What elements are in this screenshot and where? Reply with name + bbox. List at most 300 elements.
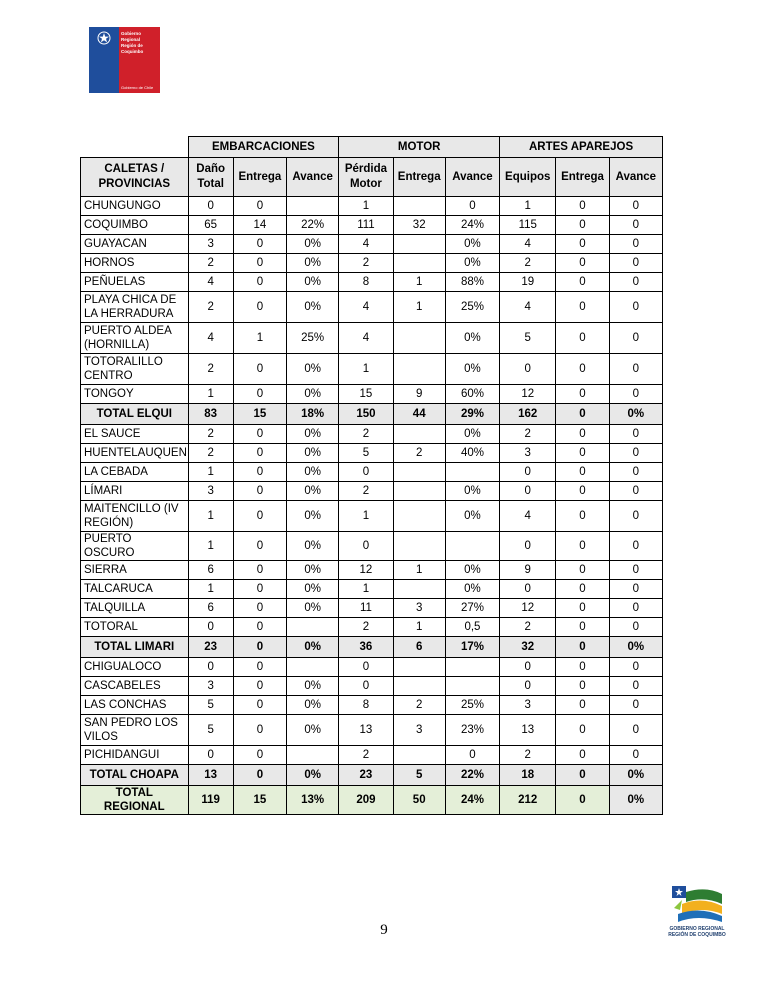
value-cell: 0% [445, 235, 499, 254]
value-cell: 83 [188, 404, 233, 425]
value-cell: 6 [393, 637, 445, 658]
value-cell: 0 [500, 532, 556, 561]
value-cell: 0 [609, 580, 662, 599]
value-cell: 0 [556, 501, 609, 532]
coquimbo-emblem-icon [668, 884, 726, 926]
value-cell: 0 [233, 482, 286, 501]
value-cell: 4 [500, 501, 556, 532]
column-header: Pérdida Motor [339, 158, 393, 197]
value-cell: 0 [609, 385, 662, 404]
value-cell: 5 [188, 715, 233, 746]
value-cell: 4 [500, 292, 556, 323]
value-cell: 0 [556, 235, 609, 254]
total-row [81, 637, 663, 658]
value-cell: 0 [556, 696, 609, 715]
value-cell [393, 746, 445, 765]
caleta-name-cell: TOTORAL [81, 618, 189, 637]
value-cell: 0 [609, 463, 662, 482]
caleta-name-cell: TALCARUCA [81, 580, 189, 599]
value-cell: 2 [188, 254, 233, 273]
value-cell [445, 658, 499, 677]
value-cell: 23 [188, 637, 233, 658]
value-cell: 0 [609, 273, 662, 292]
value-cell: 0 [233, 715, 286, 746]
value-cell: 0 [556, 292, 609, 323]
blank-corner [81, 137, 189, 158]
value-cell: 0 [500, 677, 556, 696]
value-cell: 5 [500, 323, 556, 354]
value-cell: 0 [556, 532, 609, 561]
value-cell [287, 658, 339, 677]
gobierno-regional-logo [89, 27, 160, 93]
value-cell: 3 [393, 715, 445, 746]
caleta-name-cell: TONGOY [81, 385, 189, 404]
value-cell: 2 [339, 618, 393, 637]
value-cell [393, 254, 445, 273]
value-cell: 32 [500, 637, 556, 658]
value-cell: 0 [556, 715, 609, 746]
value-cell: 0 [500, 482, 556, 501]
table-row [81, 254, 663, 273]
value-cell: 0 [339, 532, 393, 561]
value-cell: 24% [445, 216, 499, 235]
caleta-name-cell: PUERTO ALDEA (HORNILLA) [81, 323, 189, 354]
value-cell: 0% [287, 254, 339, 273]
column-header: CALETAS / PROVINCIAS [81, 158, 189, 197]
value-cell: 23% [445, 715, 499, 746]
column-header: Avance [445, 158, 499, 197]
caleta-name-cell: HUENTELAUQUEN [81, 444, 189, 463]
value-cell: 0% [609, 404, 662, 425]
value-cell: 0% [287, 599, 339, 618]
table-row [81, 501, 663, 532]
gobierno-regional-coquimbo-logo [668, 884, 726, 940]
column-header: Entrega [556, 158, 609, 197]
logo-text-line2: Regional [121, 37, 141, 42]
value-cell: 2 [500, 254, 556, 273]
value-cell: 2 [500, 618, 556, 637]
table-row [81, 444, 663, 463]
value-cell: 0 [609, 599, 662, 618]
value-cell: 119 [188, 786, 233, 815]
value-cell [445, 463, 499, 482]
total-row [81, 786, 663, 815]
value-cell: 0 [233, 580, 286, 599]
value-cell: 0 [556, 273, 609, 292]
value-cell: 212 [500, 786, 556, 815]
value-cell: 9 [393, 385, 445, 404]
table-row [81, 561, 663, 580]
value-cell: 0 [500, 354, 556, 385]
value-cell: 0 [609, 501, 662, 532]
value-cell: 0 [556, 746, 609, 765]
value-cell: 0% [287, 501, 339, 532]
value-cell: 4 [339, 292, 393, 323]
value-cell: 3 [500, 696, 556, 715]
value-cell: 8 [339, 696, 393, 715]
value-cell: 3 [188, 677, 233, 696]
value-cell: 0% [287, 385, 339, 404]
value-cell: 5 [188, 696, 233, 715]
value-cell: 25% [445, 292, 499, 323]
table-row [81, 197, 663, 216]
value-cell: 0 [556, 482, 609, 501]
value-cell: 0 [233, 618, 286, 637]
value-cell: 0 [339, 677, 393, 696]
value-cell: 23 [339, 765, 393, 786]
logo-text-line1: Gobierno [121, 31, 141, 36]
value-cell: 0 [233, 444, 286, 463]
value-cell [393, 323, 445, 354]
column-header: Entrega [393, 158, 445, 197]
value-cell: 0 [609, 216, 662, 235]
table-row [81, 273, 663, 292]
value-cell: 12 [500, 599, 556, 618]
value-cell: 0,5 [445, 618, 499, 637]
value-cell: 0% [445, 354, 499, 385]
value-cell: 17% [445, 637, 499, 658]
value-cell: 0% [287, 637, 339, 658]
logo-caption [668, 926, 726, 938]
value-cell: 1 [393, 618, 445, 637]
value-cell: 0 [233, 746, 286, 765]
value-cell: 3 [188, 482, 233, 501]
logo-text [121, 31, 160, 55]
value-cell: 0 [609, 197, 662, 216]
group-header-row [81, 137, 663, 158]
value-cell: 0 [609, 354, 662, 385]
caleta-name-cell: CHIGUALOCO [81, 658, 189, 677]
value-cell: 13 [339, 715, 393, 746]
table-row [81, 532, 663, 561]
value-cell: 0 [609, 235, 662, 254]
value-cell: 25% [445, 696, 499, 715]
logo-red-panel [119, 27, 160, 93]
value-cell: 0% [287, 354, 339, 385]
value-cell: 50 [393, 786, 445, 815]
value-cell: 19 [500, 273, 556, 292]
caleta-name-cell: GUAYACAN [81, 235, 189, 254]
value-cell: 0 [500, 580, 556, 599]
value-cell: 15 [233, 404, 286, 425]
value-cell: 0 [556, 385, 609, 404]
caleta-name-cell: PEÑUELAS [81, 273, 189, 292]
value-cell [393, 677, 445, 696]
value-cell: 0% [287, 696, 339, 715]
table-row [81, 385, 663, 404]
value-cell: 1 [339, 501, 393, 532]
value-cell: 4 [188, 323, 233, 354]
value-cell: 0% [287, 273, 339, 292]
table-row [81, 580, 663, 599]
value-cell: 29% [445, 404, 499, 425]
value-cell: 0 [609, 254, 662, 273]
column-header: Avance [609, 158, 662, 197]
value-cell: 0% [287, 677, 339, 696]
table-row [81, 658, 663, 677]
value-cell: 1 [188, 532, 233, 561]
value-cell: 0 [556, 323, 609, 354]
value-cell [445, 532, 499, 561]
column-header: Entrega [233, 158, 286, 197]
caleta-name-cell: TOTAL LIMARI [81, 637, 189, 658]
value-cell: 0% [445, 425, 499, 444]
value-cell: 8 [339, 273, 393, 292]
table-row [81, 696, 663, 715]
value-cell: 0 [556, 404, 609, 425]
value-cell: 0 [233, 599, 286, 618]
value-cell: 0 [233, 235, 286, 254]
value-cell: 0% [287, 765, 339, 786]
caleta-name-cell: TOTAL REGIONAL [81, 786, 189, 815]
value-cell: 0 [233, 637, 286, 658]
value-cell: 25% [287, 323, 339, 354]
value-cell: 0 [609, 658, 662, 677]
value-cell: 209 [339, 786, 393, 815]
value-cell: 0 [609, 482, 662, 501]
value-cell [393, 235, 445, 254]
value-cell: 0 [233, 501, 286, 532]
caleta-name-cell: TOTORALILLO CENTRO [81, 354, 189, 385]
value-cell: 0 [445, 197, 499, 216]
value-cell: 32 [393, 216, 445, 235]
table-row [81, 323, 663, 354]
value-cell: 36 [339, 637, 393, 658]
caleta-name-cell: LÍMARI [81, 482, 189, 501]
logo-caption-line1: GOBIERNO REGIONAL [669, 926, 725, 932]
value-cell: 22% [445, 765, 499, 786]
value-cell: 0 [188, 197, 233, 216]
value-cell: 13 [188, 765, 233, 786]
value-cell: 2 [188, 425, 233, 444]
value-cell [393, 197, 445, 216]
caleta-name-cell: LAS CONCHAS [81, 696, 189, 715]
value-cell: 6 [188, 599, 233, 618]
logo-footer-text: Gobierno de Chile [121, 85, 154, 90]
value-cell: 0 [609, 677, 662, 696]
column-header: Avance [287, 158, 339, 197]
value-cell: 88% [445, 273, 499, 292]
table-row [81, 354, 663, 385]
group-artes-aparejos: ARTES APAREJOS [500, 137, 663, 158]
table-row [81, 292, 663, 323]
value-cell: 0 [556, 197, 609, 216]
value-cell: 4 [500, 235, 556, 254]
value-cell: 0 [556, 463, 609, 482]
value-cell: 0% [287, 482, 339, 501]
value-cell [393, 532, 445, 561]
value-cell: 0 [233, 561, 286, 580]
value-cell: 2 [339, 425, 393, 444]
value-cell: 0% [445, 580, 499, 599]
column-header: Equipos [500, 158, 556, 197]
value-cell: 1 [188, 463, 233, 482]
value-cell: 0% [445, 254, 499, 273]
value-cell: 44 [393, 404, 445, 425]
value-cell: 2 [339, 746, 393, 765]
value-cell: 111 [339, 216, 393, 235]
value-cell: 0 [233, 354, 286, 385]
value-cell: 0% [287, 715, 339, 746]
logo-caption-line2: REGIÓN DE COQUIMBO [668, 932, 726, 938]
value-cell: 0% [287, 235, 339, 254]
value-cell: 0% [287, 580, 339, 599]
value-cell: 0 [556, 254, 609, 273]
value-cell: 12 [339, 561, 393, 580]
value-cell [393, 425, 445, 444]
value-cell: 4 [188, 273, 233, 292]
caleta-name-cell: PUERTO OSCURO [81, 532, 189, 561]
value-cell: 0% [445, 561, 499, 580]
total-row [81, 765, 663, 786]
value-cell: 0% [287, 292, 339, 323]
caleta-name-cell: LA CEBADA [81, 463, 189, 482]
value-cell: 4 [339, 235, 393, 254]
table-row [81, 599, 663, 618]
value-cell: 1 [188, 580, 233, 599]
value-cell: 9 [500, 561, 556, 580]
value-cell: 2 [500, 425, 556, 444]
caleta-name-cell: EL SAUCE [81, 425, 189, 444]
value-cell: 40% [445, 444, 499, 463]
value-cell: 0 [500, 658, 556, 677]
value-cell: 0 [556, 216, 609, 235]
value-cell: 0 [609, 323, 662, 354]
value-cell: 2 [188, 444, 233, 463]
value-cell: 0% [609, 765, 662, 786]
value-cell: 2 [188, 354, 233, 385]
value-cell: 5 [339, 444, 393, 463]
value-cell: 3 [188, 235, 233, 254]
table-body [81, 197, 663, 815]
logo-text-line3: Región de Coquimbo [121, 43, 144, 54]
value-cell: 0 [500, 463, 556, 482]
group-motor: MOTOR [339, 137, 500, 158]
value-cell [393, 482, 445, 501]
value-cell: 0% [287, 532, 339, 561]
value-cell: 27% [445, 599, 499, 618]
value-cell: 0% [287, 425, 339, 444]
value-cell: 0 [556, 599, 609, 618]
value-cell: 0% [609, 786, 662, 815]
value-cell [287, 618, 339, 637]
value-cell: 0 [609, 561, 662, 580]
table-row [81, 235, 663, 254]
value-cell: 0 [233, 197, 286, 216]
value-cell [393, 354, 445, 385]
value-cell: 0 [556, 444, 609, 463]
value-cell: 0 [233, 254, 286, 273]
table-row [81, 746, 663, 765]
value-cell: 15 [233, 786, 286, 815]
value-cell: 65 [188, 216, 233, 235]
value-cell: 0 [233, 425, 286, 444]
value-cell: 162 [500, 404, 556, 425]
value-cell: 0 [445, 746, 499, 765]
value-cell: 2 [188, 292, 233, 323]
value-cell: 2 [339, 254, 393, 273]
value-cell: 115 [500, 216, 556, 235]
value-cell: 14 [233, 216, 286, 235]
value-cell: 3 [393, 599, 445, 618]
value-cell: 0 [556, 425, 609, 444]
caleta-name-cell: HORNOS [81, 254, 189, 273]
value-cell: 0 [188, 658, 233, 677]
value-cell: 0 [233, 658, 286, 677]
value-cell: 1 [500, 197, 556, 216]
caleta-name-cell: TALQUILLA [81, 599, 189, 618]
value-cell: 24% [445, 786, 499, 815]
caleta-name-cell: TOTAL CHOAPA [81, 765, 189, 786]
value-cell [393, 463, 445, 482]
value-cell: 13% [287, 786, 339, 815]
caleta-name-cell: COQUIMBO [81, 216, 189, 235]
value-cell: 2 [500, 746, 556, 765]
value-cell: 15 [339, 385, 393, 404]
value-cell: 3 [500, 444, 556, 463]
value-cell: 0 [233, 532, 286, 561]
caleta-name-cell: PICHIDANGUI [81, 746, 189, 765]
value-cell: 0% [287, 561, 339, 580]
value-cell: 0 [233, 677, 286, 696]
value-cell: 0 [188, 746, 233, 765]
value-cell: 0 [233, 273, 286, 292]
value-cell: 11 [339, 599, 393, 618]
value-cell [393, 580, 445, 599]
value-cell: 0 [339, 463, 393, 482]
group-embarcaciones: EMBARCACIONES [188, 137, 339, 158]
value-cell: 0 [609, 292, 662, 323]
value-cell: 0 [556, 765, 609, 786]
value-cell: 0 [233, 385, 286, 404]
value-cell: 0 [609, 444, 662, 463]
value-cell: 1 [393, 273, 445, 292]
caleta-name-cell: PLAYA CHICA DE LA HERRADURA [81, 292, 189, 323]
table-row [81, 715, 663, 746]
value-cell: 0 [556, 658, 609, 677]
value-cell: 0 [609, 618, 662, 637]
table-row [81, 463, 663, 482]
value-cell: 0 [188, 618, 233, 637]
value-cell: 0% [445, 501, 499, 532]
value-cell [393, 658, 445, 677]
value-cell: 0 [339, 658, 393, 677]
value-cell: 6 [188, 561, 233, 580]
value-cell: 0% [445, 482, 499, 501]
value-cell: 12 [500, 385, 556, 404]
value-cell: 18% [287, 404, 339, 425]
value-cell [287, 197, 339, 216]
value-cell: 0% [287, 463, 339, 482]
caleta-name-cell: CHUNGUNGO [81, 197, 189, 216]
seal-icon [95, 31, 113, 45]
value-cell: 1 [393, 561, 445, 580]
table-row [81, 482, 663, 501]
caleta-name-cell: MAITENCILLO (IV REGIÓN) [81, 501, 189, 532]
table-row [81, 425, 663, 444]
value-cell [393, 501, 445, 532]
caletas-damage-table [80, 136, 663, 815]
value-cell: 0 [233, 292, 286, 323]
value-cell: 0 [556, 618, 609, 637]
value-cell: 2 [339, 482, 393, 501]
caleta-name-cell: CASCABELES [81, 677, 189, 696]
table-row [81, 618, 663, 637]
logo-blue-panel [89, 27, 119, 93]
value-cell: 0 [233, 696, 286, 715]
value-cell: 1 [393, 292, 445, 323]
value-cell: 0 [609, 696, 662, 715]
